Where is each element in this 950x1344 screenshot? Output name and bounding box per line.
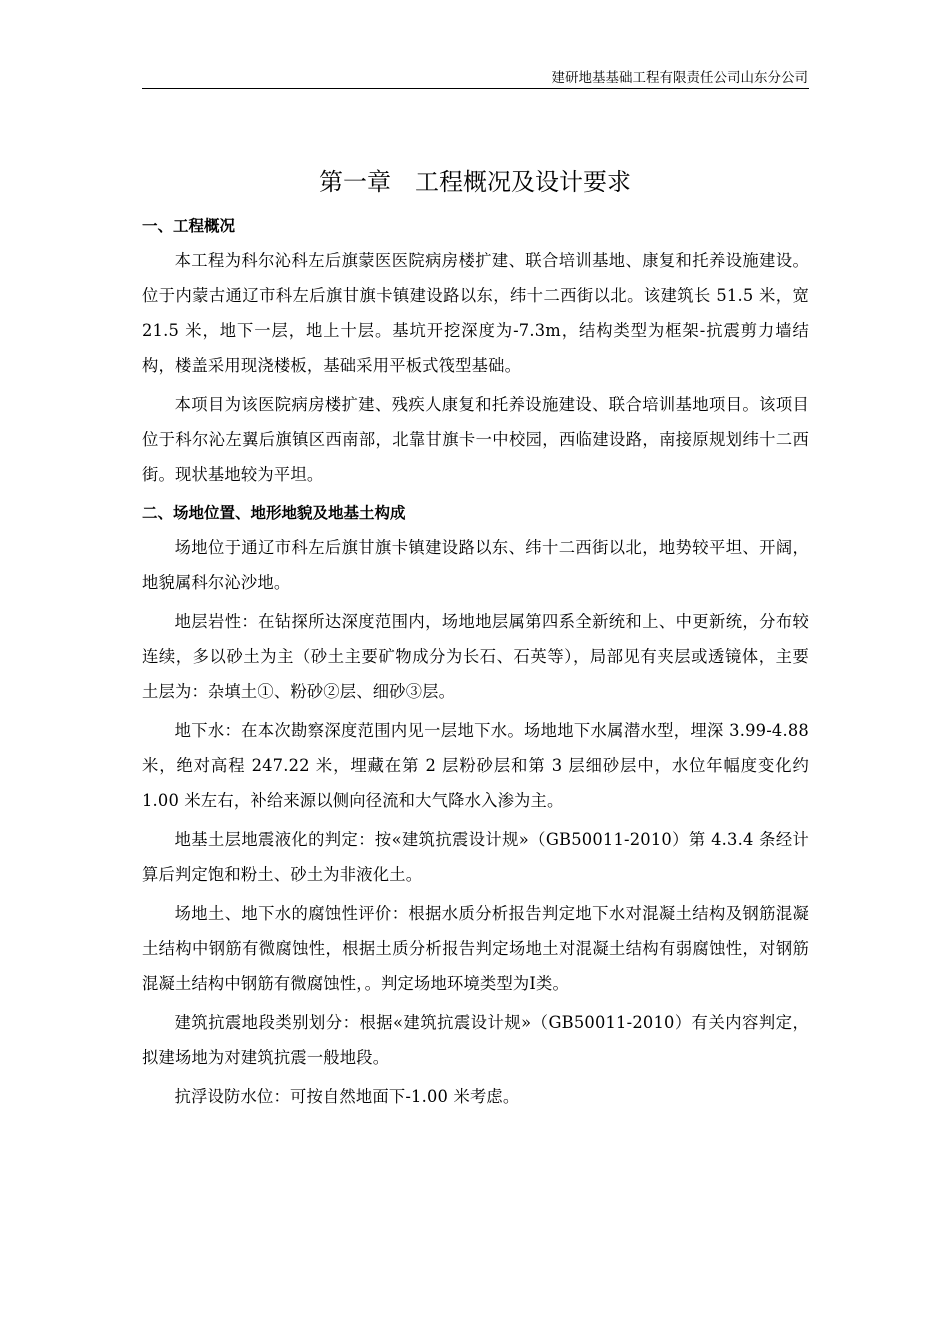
paragraph: 地基土层地震液化的判定：按«建筑抗震设计规»（GB50011-2010）第 4.3.4 条经计算后判定饱和粉土、砂土为非液化土。 [142, 830, 809, 884]
section-heading: 二、场地位置、地形地貌及地基土构成 [142, 504, 406, 522]
paragraph: 本工程为科尔沁科左后旗蒙医医院病房楼扩建、联合培训基地、康复和托养设施建设。位于内蒙古通辽市科左后旗甘旗卡镇建设路以东，纬十二西街以北。该建筑长 51.5 米，宽 21.5 米，地下一层，地上十层。基坑开挖深度为-7.3m，结构类型为框架-抗震剪力墙结构，楼盖采用现浇楼板，基础采用平板式筏型基础。 [142, 251, 809, 375]
section-heading: 一、工程概况 [142, 217, 236, 235]
document-body [142, 209, 809, 1118]
paragraph: 场地土、地下水的腐蚀性评价：根据水质分析报告判定地下水对混凝土结构及钢筋混凝土结构中钢筋有微腐蚀性，根据土质分析报告判定场地土对混凝土结构有弱腐蚀性，对钢筋混凝土结构中钢筋有微腐蚀性，。判定场地环境类型为Ⅰ类。 [142, 904, 809, 993]
paragraph: 地层岩性：在钻探所达深度范围内，场地地层属第四系全新统和上、中更新统，分布较连续，多以砂土为主（砂土主要矿物成分为长石、石英等），局部见有夹层或透镜体，主要土层为：杂填土①、粉砂②层、细砂③层。 [142, 612, 809, 701]
paragraph: 抗浮设防水位：可按自然地面下-1.00 米考虑。 [174, 1087, 520, 1106]
paragraph: 地下水：在本次勘察深度范围内见一层地下水。场地地下水属潜水型，埋深 3.99-4.88 米，绝对高程 247.22 米，埋藏在第 2 层粉砂层和第 3 层细砂层中，水位年幅度变化约 1.00 米左右，补给来源以侧向径流和大气降水入渗为主。 [142, 721, 809, 810]
header-divider [142, 88, 809, 89]
paragraph: 场地位于通辽市科左后旗甘旗卡镇建设路以东、纬十二西街以北，地势较平坦、开阔，地貌属科尔沁沙地。 [142, 538, 809, 592]
chapter-title: 第一章 工程概况及设计要求 [319, 168, 631, 196]
paragraph: 建筑抗震地段类别划分：根据«建筑抗震设计规»（GB50011-2010）有关内容判定，拟建场地为对建筑抗震一般地段。 [142, 1013, 809, 1067]
header-company-name: 建研地基基础工程有限责任公司山东分公司 [551, 70, 808, 86]
paragraph: 本项目为该医院病房楼扩建、残疾人康复和托养设施建设、联合培训基地项目。该项目位于科尔沁左翼后旗镇区西南部，北靠甘旗卡一中校园，西临建设路，南接原规划纬十二西街。现状基地较为平坦。 [142, 395, 809, 484]
